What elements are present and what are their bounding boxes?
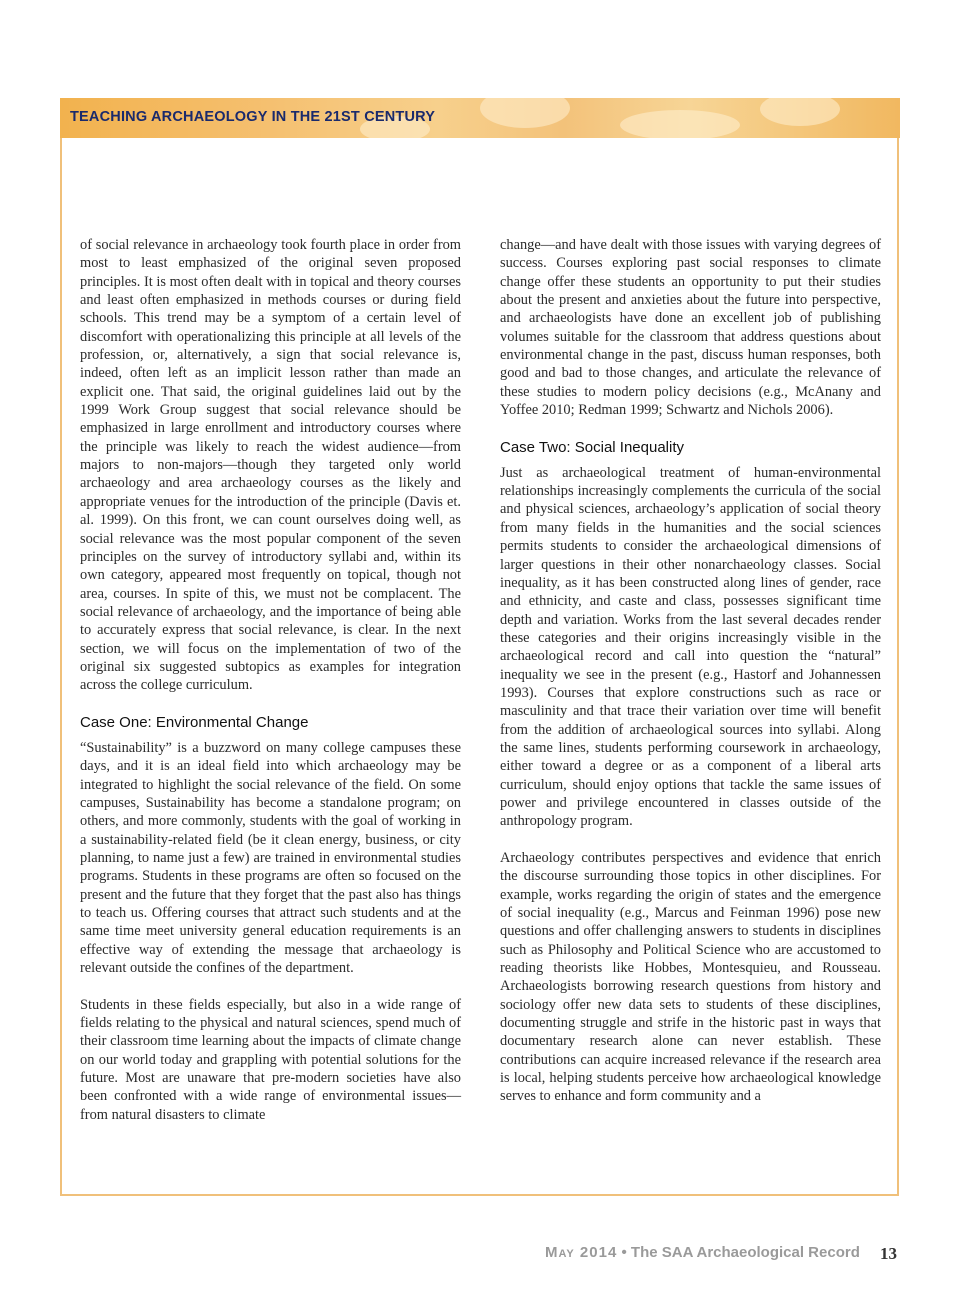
- section-heading: Case One: Environmental Change: [80, 713, 309, 731]
- banner-texture: [480, 98, 570, 128]
- section-heading: Case Two: Social Inequality: [500, 438, 684, 456]
- right-column: [500, 236, 881, 1106]
- issue-date: May 2014: [545, 1244, 618, 1261]
- body-paragraph: “Sustainability” is a buzzword on many college campuses these days, and it is an ideal field into which archaeology may be integrated to highlight the social relevance of the field. On some campuses, Sustainability has become a standalone program; on others, and more commonly, students with the goal of working in a sustainability-related field (be it clean energy, business, or city planning, to name just a few) are trained in environmental studies programs. Students in these programs are often so focused on the present and the future that they forget that the past also has things to teach us. Offering courses that attract such students and at the same time meet university general education requirements is an effective way of extending the message that archaeology is relevant outside the confines of the department.: [80, 739, 461, 977]
- banner-texture: [760, 98, 840, 126]
- body-paragraph: of social relevance in archaeology took fourth place in order from most to least emphasized of the original seven proposed principles. It is most often dealt with in topical and theory courses and least often emphasized in methods courses or during field schools. This trend may be a symptom of a certain level of discomfort with operationalizing this principle at all levels of the profession, or, alternatively, a sign that social relevance is, indeed, often left as an implicit lesson rather than made an explicit one. That said, the original guidelines laid out by the 1999 Work Group suggest that social relevance should be emphasized in large enrollment and introductory courses where the principle was likely to reach the widest audience—from majors to non-majors—though they targeted only world archaeology and area archaeology courses as the likely and appropriate venues for the introduction of the principle (Davis et. al. 1999). On this front, we can count ourselves doing well, as social relevance was the most popular component of the seven principles on the survey of introductory syllabi and, within its own category, appeared most frequently on topical, though not area, courses. In spite of this, we must not be complacent. The social relevance of archaeology, and the importance of being able to accurately express that social relevance, is clear. In the next section, we will focus on the implementation of two of the original six suggested subtopics as examples for integration across the college curriculum.: [80, 237, 461, 694]
- footer-bullet: •: [621, 1244, 627, 1261]
- section-banner: [60, 98, 900, 138]
- left-column: [80, 236, 461, 1124]
- page-number: 13: [880, 1244, 897, 1263]
- body-paragraph: Archaeology contributes perspectives and evidence that enrich the discourse surrounding those topics in other disciplines. For example, works regarding the origin of states and the emergence of social inequality (e.g., Marcus and Feinman 1996) pose new questions and offer challenging answers to students in disciplines such as Philosophy and Political Science who are accustomed to reading theorists like Hobbes, Montesquieu, and Rousseau. Archaeologists borrowing research questions from history and sociology offer new data sets to students of these disciplines, documenting struggle and strife in the historic past in ways that documentary research alone can never establish. These contributions can acquire increased relevance if the research area is local, helping students perceive how archaeological knowledge serves to enhance and form community and a: [500, 850, 881, 1105]
- publication-name: The SAA Archaeological Record: [630, 1244, 860, 1261]
- banner-texture: [620, 110, 740, 138]
- body-paragraph: Just as archaeological treatment of human-environmental relationships increasingly complements the curricula of the social and physical sciences, archaeology’s application of social theory from many fields in the humanities and the social sciences permits students to consider the archaeological dimensions of larger questions in their other nonarchaeology classes. Social inequality, as it has been constructed along lines of gender, race and ethnicity, and caste and class, possesses significant time depth and variation. Works from the last several decades render these categories and their origins increasingly visible in the archaeological record and call into question the “natural” inequality we see in the present (e.g., Hastorf and Johannessen 1993). Courses that explore constructions such as race or masculinity and that trace their variation over time will benefit from the addition of archaeological sources into syllabi. Along the same lines, students performing coursework in archaeology, either toward a degree or as a component of a liberal arts curriculum, should enjoy options that tackle the same issues of power and privilege encountered in classes outside of the anthropology program.: [500, 464, 881, 830]
- body-paragraph: Students in these fields especially, but also in a wide range of fields relating to the physical and natural sciences, spend much of their classroom time learning about the impacts of climate change on our world today and grappling with potential solutions for the future. Most are unaware that pre-modern societies have also been confronted with a wide range of environmental issues—from natural disasters to climate: [80, 996, 461, 1123]
- body-paragraph: change—and have dealt with those issues with varying degrees of success. Courses exploring past social responses to climate change offer these students an opportunity to put their studies about the present and anxieties about the future into perspective, and archaeologists have done an excellent job of publishing volumes suitable for the classroom that address questions about environmental change in the past, discuss human responses, both good and bad to those changes, and articulate the relevance of these studies to modern policy decisions (e.g., McAnany and Yoffee 2010; Redman 1999; Schwartz and Nichols 2006).: [500, 237, 881, 419]
- section-title: TEACHING ARCHAEOLOGY IN THE 21ST CENTURY: [70, 109, 436, 125]
- page-footer: [545, 1244, 860, 1261]
